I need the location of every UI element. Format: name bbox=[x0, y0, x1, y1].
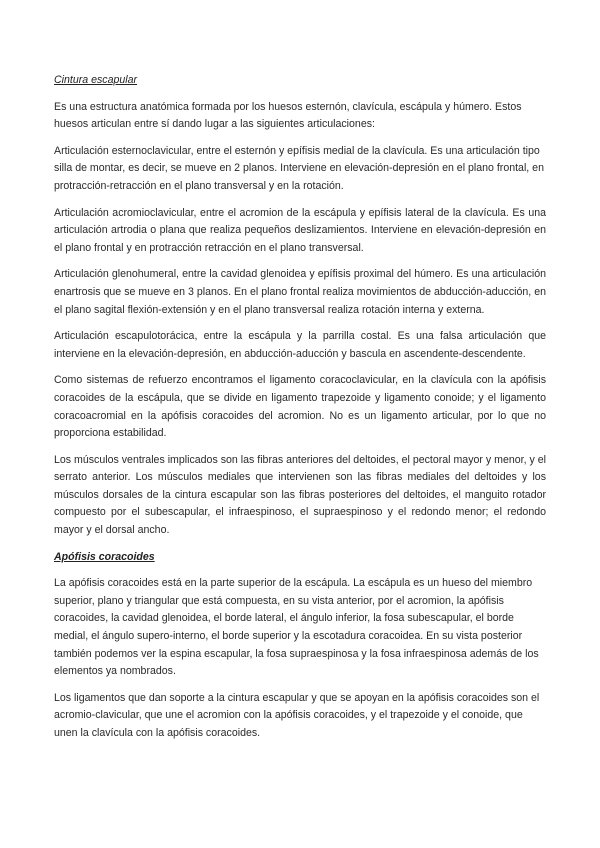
paragraph-acromioclavicular: Articulación acromioclavicular, entre el acromion de la escápula y epífisis lateral de la clavícula. Es una articulación artrodia o plana que realiza pequeños deslizamientos. Interviene en elevación-depresión en el plano frontal y en protracción retracción en el plano transversal. bbox=[54, 206, 546, 254]
paragraph-escapulotoracica: Articulación escapulotorácica, entre la escápula y la parrilla costal. Es una falsa articulación que interviene en la elevación-depresión, en abducción-aducción y bascula en ascendente-descendente. bbox=[54, 330, 546, 360]
paragraph-intro: Es una estructura anatómica formada por los huesos esternón, clavícula, escápula y húmero. Estos huesos articulan entre sí dando lugar a las siguientes articulaciones: bbox=[54, 100, 522, 131]
paragraph-refuerzo: Como sistemas de refuerzo encontramos el ligamento coracoclavicular, en la clavícula con la apófisis coracoides de la escápula, que se divide en ligamento trapezoide y ligamento conoide; y el ligamento coracoacromial en la apófisis coracoides del acromion. No es un ligamento articular, por lo que no proporciona estabilidad. bbox=[54, 374, 546, 440]
section-title-apofisis-coracoides: Apófisis coracoides bbox=[54, 550, 155, 563]
paragraph-esternoclavicular: Articulación esternoclavicular, entre el esternón y epífisis medial de la clavícula. Es una articulación tipo silla de montar, es decir, se mueve en 2 planos. Interviene en elevación-depresión en el plano frontal, en protracción-retracción en el plano transversal y en la rotación. bbox=[54, 144, 544, 192]
paragraph-apofisis-descripcion: La apófisis coracoides está en la parte superior de la escápula. La escápula es un hueso del miembro superior, plano y triangular que está compuesta, en su vista anterior, por el acromion, la apófisis coracoides, la cavidad glenoidea, el borde lateral, el ángulo inferior, la fosa subescapular, el borde medial, el ángulo supero-interno, el borde superior y la escotadura coracoidea. En su vista posterior también podemos ver la espina escapular, la fosa supraespinosa y la fosa infraespinosa además de los elementos ya nombrados. bbox=[54, 577, 539, 678]
paragraph-ligamentos: Los ligamentos que dan soporte a la cintura escapular y que se apoyan en la apófisis coracoides son el acromio-clavicular, que une el acromion con la apófisis coracoides, y el trapezoide y el conoide, que unen la clavícula con la apófisis coracoides. bbox=[54, 691, 540, 739]
paragraph-glenohumeral: Articulación glenohumeral, entre la cavidad glenoidea y epífisis proximal del húmero. Es una articulación enartrosis que se mueve en 3 planos. En el plano frontal realiza movimientos de abducción-aducción, en el plano sagital flexión-extensión y en el plano transversal realiza rotación interna y externa. bbox=[54, 268, 546, 316]
section-title-cintura-escapular: Cintura escapular bbox=[54, 74, 138, 86]
document-content bbox=[54, 72, 546, 752]
paragraph-musculos: Los músculos ventrales implicados son las fibras anteriores del deltoides, el pectoral mayor y menor, y el serrato anterior. Los músculos mediales que intervienen son las fibras mediales del deltoides y los músculos dorsales de la cintura escapular son las fibras posteriores del deltoides, el manguito rotador compuesto por el subescapular, el infraespinoso, el supraespinoso y el redondo menor; el redondo mayor y el dorsal ancho. bbox=[54, 453, 546, 537]
